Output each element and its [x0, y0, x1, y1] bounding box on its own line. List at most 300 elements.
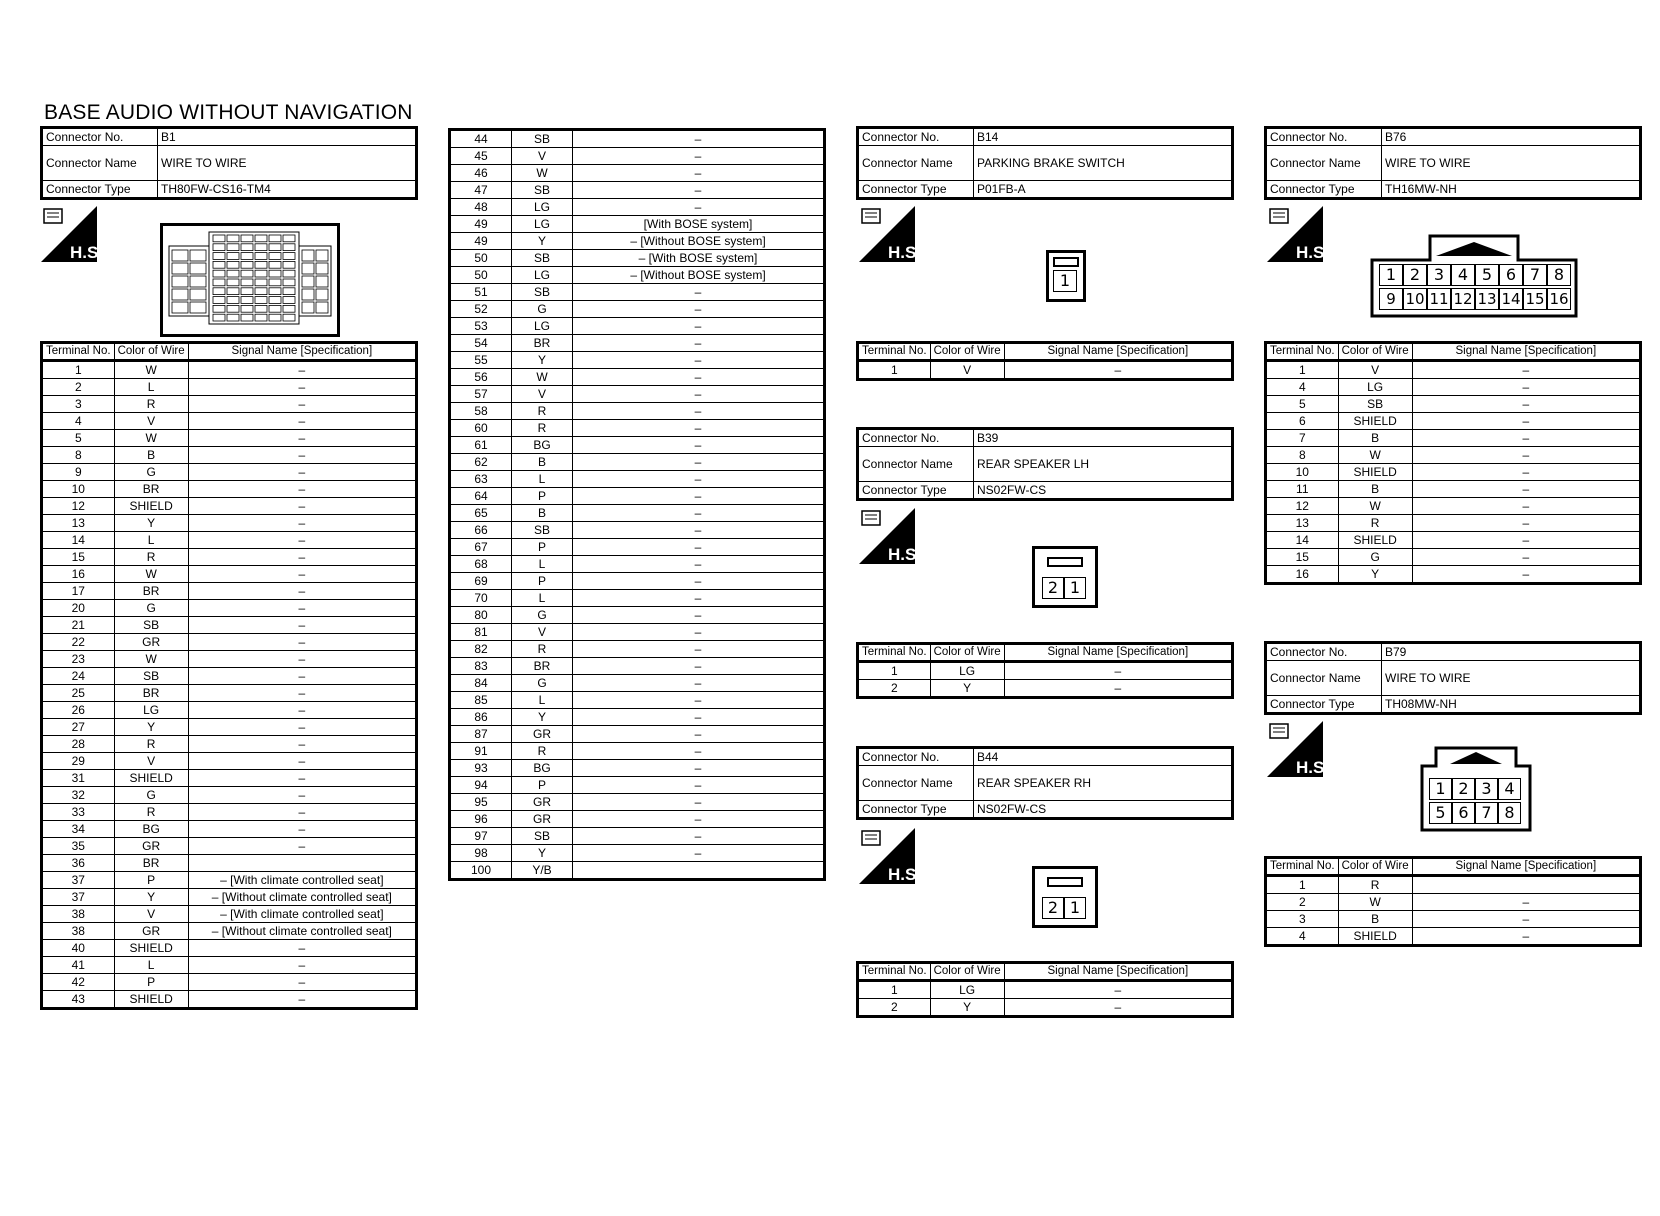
- connector-pin: 6: [1499, 264, 1523, 286]
- table-row: [450, 556, 825, 573]
- wire-color-cell: SB: [512, 828, 573, 845]
- wire-color-cell: G: [114, 787, 188, 804]
- terminal-no-cell: 8: [42, 447, 115, 464]
- signal-name-cell: –: [188, 583, 416, 600]
- table-row: [450, 471, 825, 488]
- terminal-no-cell: 47: [450, 182, 512, 199]
- table-row: [450, 233, 825, 250]
- table-row: [1266, 894, 1641, 911]
- terminal-no-cell: 60: [450, 420, 512, 437]
- signal-name-cell: –: [573, 641, 825, 658]
- signal-name-cell: –: [1004, 981, 1232, 999]
- connector-type-value: TH16MW-NH: [1382, 181, 1641, 199]
- terminal-no-cell: 11: [1266, 481, 1339, 498]
- connector-no-label: Connector No.: [858, 429, 974, 447]
- table-row: [450, 182, 825, 199]
- signal-name-header: Signal Name [Specification]: [1004, 343, 1232, 361]
- terminal-no-cell: 67: [450, 539, 512, 556]
- terminal-no-cell: 49: [450, 216, 512, 233]
- wire-color-cell: GR: [512, 811, 573, 828]
- terminal-no-cell: 96: [450, 811, 512, 828]
- table-row: [42, 668, 417, 685]
- signal-name-cell: –: [573, 658, 825, 675]
- wire-color-cell: SHIELD: [1338, 413, 1412, 430]
- table-row: [450, 845, 825, 862]
- signal-name-cell: –: [1004, 361, 1232, 380]
- signal-name-cell: –: [188, 413, 416, 430]
- connector-no-label: Connector No.: [42, 128, 158, 146]
- connector-pin: 3: [1427, 264, 1451, 286]
- signal-name-cell: –: [573, 794, 825, 811]
- table-row: [450, 301, 825, 318]
- connector-name-value: PARKING BRAKE SWITCH: [974, 146, 1233, 181]
- table-row: [858, 999, 1233, 1017]
- signal-name-cell: –: [1412, 498, 1640, 515]
- connector-pin: 13: [1475, 288, 1499, 310]
- connector-pin: 8: [1547, 264, 1571, 286]
- wire-color-cell: Y: [930, 680, 1004, 698]
- terminal-no-cell: 31: [42, 770, 115, 787]
- wire-color-cell: P: [512, 539, 573, 556]
- connector-pin: 5: [1429, 802, 1452, 824]
- signal-name-cell: – [With climate controlled seat]: [188, 906, 416, 923]
- table-row: [1266, 396, 1641, 413]
- wire-color-cell: B: [114, 447, 188, 464]
- signal-name-cell: – [Without BOSE system]: [573, 233, 825, 250]
- signal-name-cell: – [With BOSE system]: [573, 250, 825, 267]
- wire-color-cell: L: [512, 692, 573, 709]
- terminal-no-cell: 2: [42, 379, 115, 396]
- wire-color-cell: SHIELD: [114, 991, 188, 1009]
- connector-no-label: Connector No.: [858, 748, 974, 766]
- connector-type-value: NS02FW-CS: [974, 482, 1233, 500]
- wire-color-cell: L: [512, 471, 573, 488]
- connector-type-label: Connector Type: [1266, 181, 1382, 199]
- connector-pin: 4: [1498, 778, 1521, 800]
- connector-pin: 7: [1475, 802, 1498, 824]
- terminal-no-cell: 54: [450, 335, 512, 352]
- connector-name-value: WIRE TO WIRE: [1382, 146, 1641, 181]
- table-row: [42, 957, 417, 974]
- table-row: [42, 481, 417, 498]
- signal-name-header: Signal Name [Specification]: [1412, 858, 1640, 876]
- wire-color-cell: V: [512, 148, 573, 165]
- terminal-no-cell: 63: [450, 471, 512, 488]
- wire-color-cell: R: [114, 396, 188, 413]
- connector-pin: 16: [1547, 288, 1571, 310]
- connector-b44-face: [1032, 866, 1098, 928]
- terminal-no-cell: 1: [1266, 876, 1339, 894]
- terminal-no-cell: 28: [42, 736, 115, 753]
- terminal-no-cell: 14: [42, 532, 115, 549]
- wire-color-cell: LG: [114, 702, 188, 719]
- harness-side-icon: [859, 828, 922, 884]
- wire-color-cell: W: [114, 361, 188, 379]
- table-row: [450, 777, 825, 794]
- signal-name-cell: –: [1412, 515, 1640, 532]
- table-row: [42, 855, 417, 872]
- table-row: [450, 743, 825, 760]
- table-row: [1266, 928, 1641, 946]
- terminal-no-cell: 13: [1266, 515, 1339, 532]
- terminal-no-header: Terminal No.: [1266, 343, 1339, 361]
- color-of-wire-header: Color of Wire: [1338, 343, 1412, 361]
- wire-color-cell: V: [1338, 361, 1412, 379]
- signal-name-cell: –: [188, 770, 416, 787]
- table-row: [858, 361, 1233, 380]
- connector-name-value: REAR SPEAKER RH: [974, 766, 1233, 801]
- terminal-no-cell: 4: [42, 413, 115, 430]
- signal-name-cell: –: [573, 522, 825, 539]
- wire-color-cell: LG: [512, 318, 573, 335]
- terminal-no-cell: 80: [450, 607, 512, 624]
- pin-1: 1: [1064, 897, 1086, 919]
- signal-name-cell: –: [188, 787, 416, 804]
- table-row: [450, 709, 825, 726]
- terminal-no-cell: 53: [450, 318, 512, 335]
- table-row: [42, 872, 417, 889]
- color-of-wire-header: Color of Wire: [930, 963, 1004, 981]
- connector-no-value: B1: [158, 128, 417, 146]
- table-row: [858, 680, 1233, 698]
- table-row: [450, 352, 825, 369]
- wire-color-cell: G: [512, 675, 573, 692]
- signal-name-cell: [1412, 876, 1640, 894]
- signal-name-cell: –: [1412, 549, 1640, 566]
- wire-color-cell: Y: [114, 719, 188, 736]
- terminal-no-cell: 61: [450, 437, 512, 454]
- connector-b44-info: [856, 746, 1234, 820]
- table-row: [1266, 532, 1641, 549]
- wire-color-cell: R: [512, 641, 573, 658]
- table-row: [42, 923, 417, 940]
- table-row: [42, 651, 417, 668]
- connector-b79-face: [1420, 746, 1532, 832]
- connector-name-label: Connector Name: [1266, 661, 1382, 696]
- signal-name-cell: –: [573, 692, 825, 709]
- wire-color-cell: SHIELD: [1338, 928, 1412, 946]
- wire-color-cell: V: [512, 624, 573, 641]
- wire-color-cell: W: [114, 566, 188, 583]
- signal-name-cell: –: [573, 726, 825, 743]
- connector-b39-face: [1032, 546, 1098, 608]
- connector-pin: 5: [1475, 264, 1499, 286]
- table-row: [450, 454, 825, 471]
- wire-color-cell: SHIELD: [114, 940, 188, 957]
- signal-name-cell: –: [573, 284, 825, 301]
- terminal-no-cell: 55: [450, 352, 512, 369]
- connector-no-value: B44: [974, 748, 1233, 766]
- signal-name-cell: –: [1004, 662, 1232, 680]
- terminal-no-cell: 33: [42, 804, 115, 821]
- connector-b79-terminal-table: [1264, 856, 1642, 947]
- table-row: [42, 770, 417, 787]
- terminal-no-cell: 7: [1266, 430, 1339, 447]
- terminal-no-cell: 70: [450, 590, 512, 607]
- signal-name-cell: –: [1412, 532, 1640, 549]
- terminal-no-cell: 49: [450, 233, 512, 250]
- connector-pin: 9: [1379, 288, 1403, 310]
- terminal-no-cell: 15: [42, 549, 115, 566]
- table-row: [450, 675, 825, 692]
- terminal-no-cell: 69: [450, 573, 512, 590]
- signal-name-cell: –: [188, 651, 416, 668]
- connector-b1-info: [40, 126, 418, 200]
- terminal-no-cell: 15: [1266, 549, 1339, 566]
- terminal-no-cell: 100: [450, 862, 512, 880]
- signal-name-cell: –: [573, 352, 825, 369]
- hs-badge-text: H.S.: [1296, 243, 1330, 262]
- wire-color-cell: W: [1338, 447, 1412, 464]
- signal-name-cell: –: [1412, 911, 1640, 928]
- terminal-no-cell: 2: [858, 999, 931, 1017]
- signal-name-cell: –: [188, 685, 416, 702]
- wire-color-cell: BG: [512, 437, 573, 454]
- terminal-no-cell: 10: [1266, 464, 1339, 481]
- signal-name-cell: –: [573, 828, 825, 845]
- terminal-no-cell: 40: [42, 940, 115, 957]
- wire-color-cell: GR: [114, 634, 188, 651]
- harness-side-icon: [859, 508, 922, 564]
- signal-name-cell: –: [573, 777, 825, 794]
- connector-b76-face: [1370, 234, 1578, 318]
- signal-name-cell: –: [573, 386, 825, 403]
- table-row: [42, 974, 417, 991]
- terminal-no-cell: 93: [450, 760, 512, 777]
- wire-color-cell: SB: [1338, 396, 1412, 413]
- connector-b14-face: [1046, 250, 1086, 302]
- terminal-no-cell: 64: [450, 488, 512, 505]
- connector-name-label: Connector Name: [858, 766, 974, 801]
- signal-name-cell: –: [573, 471, 825, 488]
- table-row: [42, 447, 417, 464]
- table-row: [42, 787, 417, 804]
- signal-name-cell: –: [1412, 379, 1640, 396]
- table-row: [450, 658, 825, 675]
- table-row: [450, 403, 825, 420]
- wire-color-cell: P: [114, 974, 188, 991]
- connector-pin: 15: [1523, 288, 1547, 310]
- wire-color-cell: B: [512, 454, 573, 471]
- signal-name-cell: –: [188, 447, 416, 464]
- wire-color-cell: BR: [512, 335, 573, 352]
- terminal-no-cell: 29: [42, 753, 115, 770]
- signal-name-cell: –: [573, 590, 825, 607]
- connector-name-value: REAR SPEAKER LH: [974, 447, 1233, 482]
- signal-name-cell: –: [573, 437, 825, 454]
- table-row: [450, 641, 825, 658]
- wire-color-cell: L: [512, 590, 573, 607]
- terminal-no-cell: 26: [42, 702, 115, 719]
- table-row: [450, 607, 825, 624]
- connector-type-label: Connector Type: [858, 801, 974, 819]
- connector-pin: 2: [1452, 778, 1475, 800]
- table-row: [450, 828, 825, 845]
- table-row: [450, 130, 825, 148]
- signal-name-header: Signal Name [Specification]: [1004, 644, 1232, 662]
- terminal-no-cell: 52: [450, 301, 512, 318]
- wire-color-cell: LG: [930, 981, 1004, 999]
- signal-name-cell: –: [573, 420, 825, 437]
- color-of-wire-header: Color of Wire: [930, 644, 1004, 662]
- wire-color-cell: Y/B: [512, 862, 573, 880]
- signal-name-cell: –: [573, 505, 825, 522]
- connector-b14-terminal-table: [856, 341, 1234, 381]
- harness-side-icon: [859, 206, 922, 262]
- signal-name-cell: –: [1412, 430, 1640, 447]
- wire-color-cell: V: [512, 386, 573, 403]
- wire-color-cell: SHIELD: [114, 770, 188, 787]
- wire-color-cell: BG: [512, 760, 573, 777]
- signal-name-cell: –: [188, 974, 416, 991]
- wire-color-cell: BR: [114, 855, 188, 872]
- table-row: [450, 505, 825, 522]
- table-row: [1266, 379, 1641, 396]
- wire-color-cell: G: [512, 301, 573, 318]
- table-row: [42, 736, 417, 753]
- table-row: [42, 617, 417, 634]
- connector-pin: 6: [1452, 802, 1475, 824]
- connector-type-value: NS02FW-CS: [974, 801, 1233, 819]
- terminal-no-cell: 16: [42, 566, 115, 583]
- terminal-no-header: Terminal No.: [1266, 858, 1339, 876]
- table-row: [42, 702, 417, 719]
- table-row: [1266, 447, 1641, 464]
- signal-name-cell: –: [188, 991, 416, 1009]
- table-row: [1266, 515, 1641, 532]
- table-row: [42, 719, 417, 736]
- wire-color-cell: R: [114, 736, 188, 753]
- connector-name-value: WIRE TO WIRE: [1382, 661, 1641, 696]
- table-row: [42, 906, 417, 923]
- table-row: [450, 624, 825, 641]
- table-row: [42, 634, 417, 651]
- wire-color-cell: SB: [114, 668, 188, 685]
- connector-no-label: Connector No.: [1266, 643, 1382, 661]
- table-row: [450, 420, 825, 437]
- signal-name-cell: –: [1412, 566, 1640, 584]
- terminal-no-cell: 12: [42, 498, 115, 515]
- signal-name-cell: –: [188, 464, 416, 481]
- terminal-no-cell: 38: [42, 906, 115, 923]
- signal-name-cell: –: [188, 804, 416, 821]
- terminal-no-cell: 58: [450, 403, 512, 420]
- table-row: [1266, 481, 1641, 498]
- wire-color-cell: GR: [512, 794, 573, 811]
- terminal-no-cell: 4: [1266, 379, 1339, 396]
- table-row: [1266, 464, 1641, 481]
- signal-name-cell: –: [1412, 413, 1640, 430]
- harness-side-icon: [41, 206, 104, 262]
- terminal-no-cell: 22: [42, 634, 115, 651]
- table-row: [450, 267, 825, 284]
- pin-1: 1: [1053, 270, 1077, 292]
- wire-color-cell: Y: [512, 709, 573, 726]
- wire-color-cell: LG: [930, 662, 1004, 680]
- table-row: [42, 515, 417, 532]
- connector-pin: 1: [1429, 778, 1452, 800]
- signal-name-cell: –: [188, 668, 416, 685]
- table-row: [450, 284, 825, 301]
- signal-name-cell: – [Without climate controlled seat]: [188, 889, 416, 906]
- signal-name-header: Signal Name [Specification]: [1412, 343, 1640, 361]
- table-row: [42, 940, 417, 957]
- wire-color-cell: LG: [1338, 379, 1412, 396]
- pin-2: 2: [1042, 577, 1064, 599]
- signal-name-cell: –: [188, 821, 416, 838]
- terminal-no-cell: 32: [42, 787, 115, 804]
- terminal-no-cell: 97: [450, 828, 512, 845]
- table-row: [1266, 498, 1641, 515]
- table-row: [42, 838, 417, 855]
- terminal-no-cell: 3: [42, 396, 115, 413]
- connector-type-value: TH80FW-CS16-TM4: [158, 181, 417, 199]
- wire-color-cell: R: [512, 420, 573, 437]
- table-row: [42, 379, 417, 396]
- hs-badge-text: H.S.: [1296, 758, 1330, 777]
- wire-color-cell: V: [114, 906, 188, 923]
- wire-color-cell: BR: [114, 685, 188, 702]
- table-row: [42, 464, 417, 481]
- table-row: [450, 148, 825, 165]
- connector-name-label: Connector Name: [858, 146, 974, 181]
- terminal-no-cell: 1: [858, 361, 931, 380]
- wire-color-cell: L: [114, 532, 188, 549]
- terminal-no-cell: 1: [858, 981, 931, 999]
- terminal-no-cell: 3: [1266, 911, 1339, 928]
- signal-name-cell: –: [188, 634, 416, 651]
- terminal-no-cell: 43: [42, 991, 115, 1009]
- signal-name-cell: –: [573, 539, 825, 556]
- wire-color-cell: GR: [114, 838, 188, 855]
- signal-name-cell: –: [573, 845, 825, 862]
- signal-name-cell: –: [188, 736, 416, 753]
- terminal-no-cell: 25: [42, 685, 115, 702]
- harness-side-icon: [1267, 721, 1330, 777]
- terminal-no-cell: 56: [450, 369, 512, 386]
- table-row: [450, 794, 825, 811]
- table-row: [42, 498, 417, 515]
- color-of-wire-header: Color of Wire: [114, 343, 188, 361]
- signal-name-cell: – [Without BOSE system]: [573, 267, 825, 284]
- table-row: [42, 889, 417, 906]
- wire-color-cell: BR: [512, 658, 573, 675]
- table-row: [42, 600, 417, 617]
- terminal-no-header: Terminal No.: [858, 963, 931, 981]
- connector-name-value: WIRE TO WIRE: [158, 146, 417, 181]
- signal-name-cell: –: [573, 488, 825, 505]
- terminal-no-cell: 85: [450, 692, 512, 709]
- signal-name-cell: –: [573, 454, 825, 471]
- terminal-no-header: Terminal No.: [42, 343, 115, 361]
- wire-color-cell: GR: [114, 923, 188, 940]
- terminal-no-cell: 27: [42, 719, 115, 736]
- terminal-no-cell: 35: [42, 838, 115, 855]
- table-row: [450, 522, 825, 539]
- terminal-no-cell: 8: [1266, 447, 1339, 464]
- signal-name-cell: –: [573, 675, 825, 692]
- terminal-no-cell: 45: [450, 148, 512, 165]
- wire-color-cell: SB: [512, 250, 573, 267]
- table-row: [42, 430, 417, 447]
- signal-name-cell: –: [573, 760, 825, 777]
- connector-type-value: P01FB-A: [974, 181, 1233, 199]
- wire-color-cell: V: [930, 361, 1004, 380]
- terminal-no-cell: 82: [450, 641, 512, 658]
- connector-type-label: Connector Type: [858, 482, 974, 500]
- signal-name-cell: [With BOSE system]: [573, 216, 825, 233]
- table-row: [42, 413, 417, 430]
